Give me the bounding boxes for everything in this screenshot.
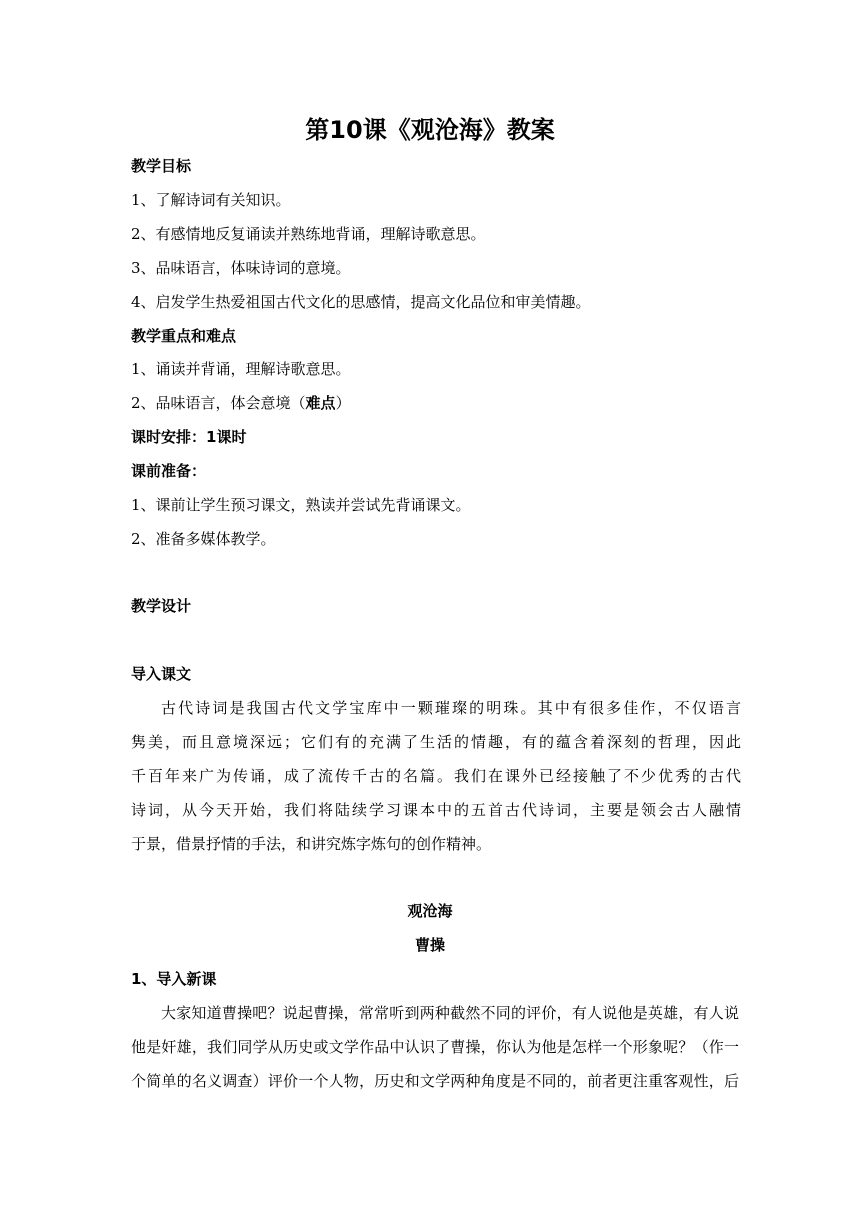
intro-line-1: 古代诗词是我国古代文学宝库中一颗璀璨的明珠。其中有很多佳作，不仅语言 — [161, 699, 741, 717]
poem-title: 观沧海 — [407, 902, 453, 920]
goal-item-2: 2、有感情地反复诵读并熟练地背诵，理解诗歌意思。 — [131, 225, 486, 243]
intro-line-2: 隽美，而且意境深远；它们有的充满了生活的情趣，有的蕴含着深刻的哲理，因此 — [131, 733, 741, 751]
key-point-2-text: 2、品味语言，体会意境（ — [131, 394, 306, 412]
goal-item-4: 4、启发学生热爱祖国古代文化的思感情，提高文化品位和审美情趣。 — [131, 293, 591, 311]
section1-line-3: 个简单的名义调查）评价一个人物，历史和文学两种角度是不同的，前者更注重客观性，后 — [131, 1072, 739, 1090]
section1-line-2: 他是奸雄，我们同学从历史或文学作品中认识了曹操，你认为他是怎样一个形象呢？（作一 — [131, 1038, 739, 1056]
goal-item-3: 3、品味语言，体味诗词的意境。 — [131, 259, 351, 277]
difficulty-tag: 难点 — [305, 394, 336, 412]
design-heading: 教学设计 — [131, 597, 192, 615]
prep-item-1: 1、课前让学生预习课文，熟读并尝试先背诵课文。 — [131, 496, 471, 514]
close-paren: ） — [335, 394, 351, 412]
goals-heading: 教学目标 — [131, 157, 192, 175]
intro-line-4: 诗词，从今天开始，我们将陆续学习课本中的五首古代诗词，主要是领会古人融情 — [131, 801, 741, 819]
intro-line-3: 千百年来广为传诵，成了流传千古的名篇。我们在课外已经接触了不少优秀的古代 — [131, 767, 741, 785]
key-point-2 — [131, 393, 351, 413]
goal-item-1: 1、了解诗词有关知识。 — [131, 191, 291, 209]
intro-line-5: 于景，借景抒情的手法，和讲究炼字炼句的创作精神。 — [131, 835, 492, 853]
key-difficulty-heading: 教学重点和难点 — [131, 327, 237, 345]
intro-heading: 导入课文 — [131, 665, 192, 683]
section1-heading: 1、导入新课 — [131, 970, 217, 988]
document-title: 第10课《观沧海》教案 — [305, 116, 555, 144]
prep-heading: 课前准备： — [131, 462, 207, 480]
schedule-line: 课时安排：1课时 — [131, 428, 247, 446]
key-point-1: 1、诵读并背诵，理解诗歌意思。 — [131, 360, 351, 378]
poem-author: 曹操 — [414, 936, 445, 954]
prep-item-2: 2、准备多媒体教学。 — [131, 530, 276, 548]
section1-line-1: 大家知道曹操吧？说起曹操，常常听到两种截然不同的评价，有人说他是英雄，有人说 — [161, 1004, 739, 1022]
